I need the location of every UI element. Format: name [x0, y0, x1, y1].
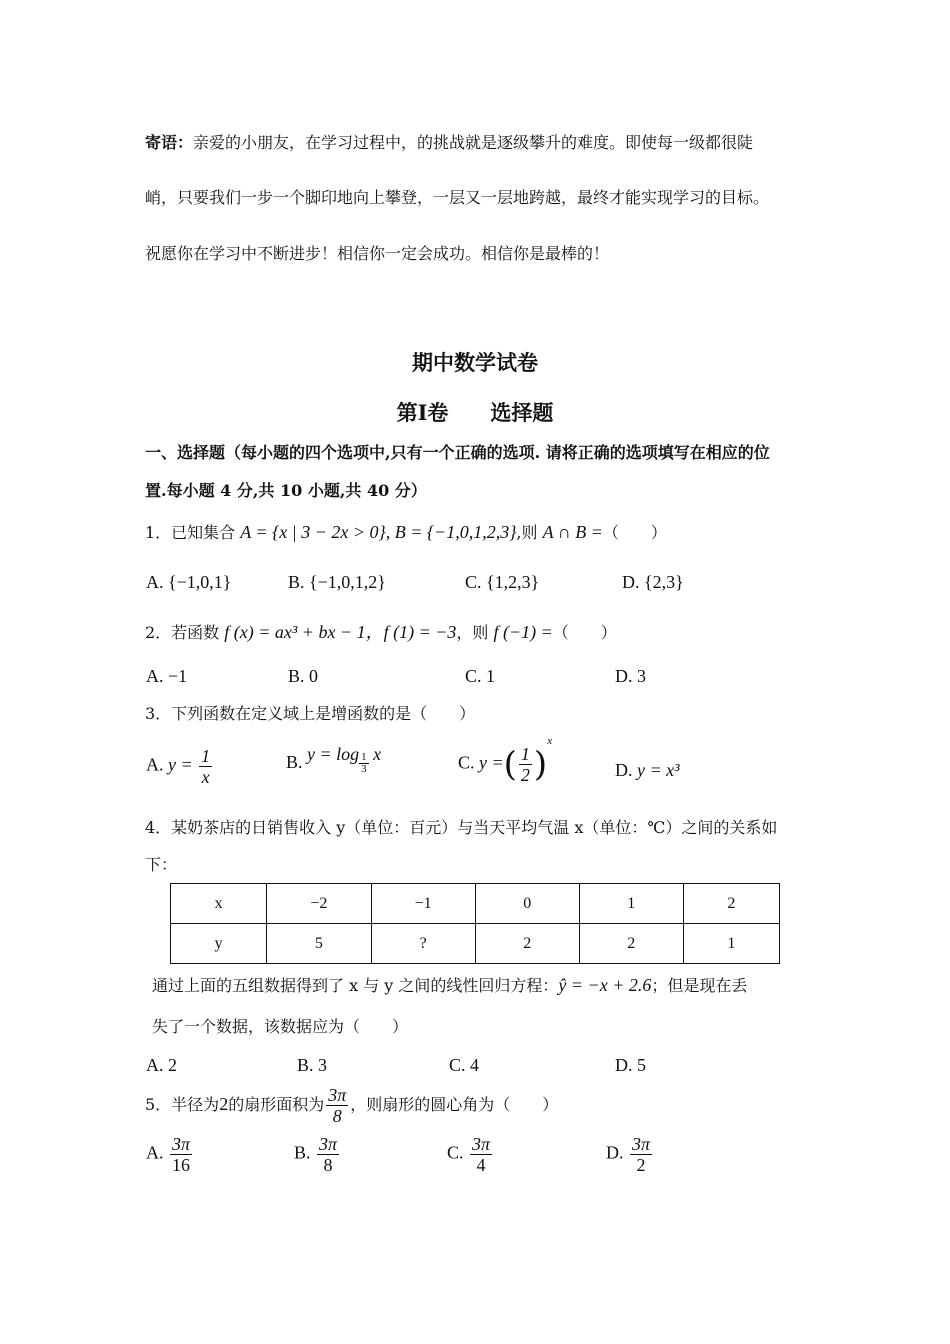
- q4-option-c[interactable]: C. 4: [449, 1055, 480, 1075]
- q2-option-c[interactable]: C. 1: [465, 666, 496, 686]
- table-cell: y: [171, 924, 267, 964]
- q5-option-d[interactable]: D. $\frac{3\pi}{2}$: [606, 1134, 651, 1175]
- table-cell: −2: [267, 884, 371, 924]
- q5-option-c[interactable]: C. $\frac{3\pi}{4}$: [447, 1134, 491, 1175]
- section-instructions-line-1: 一、选择题（每小题的四个选项中,只有一个正确的选项. 请将正确的选项填写在相应的位: [145, 443, 770, 462]
- section-title: 第Ⅰ卷 选择题: [396, 400, 554, 425]
- data-table: [170, 883, 780, 964]
- message-label: 寄语：: [145, 133, 194, 152]
- question-4-line-2: 下：: [145, 855, 178, 874]
- intersection-expr: A ∩ B =: [542, 522, 603, 542]
- q4-option-d[interactable]: D. 5: [615, 1055, 646, 1075]
- fraction: $\frac{3\pi}{8}$: [328, 1085, 347, 1126]
- function-def: f (x) = ax³ + bx − 1: [224, 622, 366, 642]
- table-cell: 1: [579, 884, 683, 924]
- q4-option-a[interactable]: A. 2: [146, 1055, 177, 1075]
- log-base-fraction: $\frac{1}{3}$: [361, 751, 367, 776]
- function-query: f (−1) =: [493, 622, 553, 642]
- question-4-after-2: 失了一个数据，该数据应为（ ）: [152, 1017, 409, 1036]
- q5-option-a[interactable]: A. $\frac{3\pi}{16}$: [146, 1134, 191, 1175]
- message-line-1: 寄语：亲爱的小朋友，在学习过程中，的挑战就是逐级攀升的难度。即使每一级都很陡: [145, 133, 754, 152]
- q2-option-a[interactable]: A. −1: [146, 666, 188, 686]
- q3-option-a[interactable]: A. y = $\frac{1}{x}$: [146, 746, 211, 787]
- table-cell: 2: [579, 924, 683, 964]
- function-condition: ，f (1) = −3: [365, 622, 457, 642]
- question-5: 5．半径为2的扇形面积为 $\frac{3\pi}{8}$ ，则扇形的圆心角为（ ）: [145, 1085, 559, 1126]
- regression-equation: ŷ = −x + 2.6: [558, 975, 652, 995]
- q5-option-b[interactable]: B. $\frac{3\pi}{8}$: [294, 1134, 338, 1175]
- q2-option-b[interactable]: B. 0: [288, 666, 319, 686]
- table-cell: x: [171, 884, 267, 924]
- fraction: $\frac{3\pi}{16}$: [172, 1134, 191, 1175]
- table-cell: 2: [683, 884, 779, 924]
- question-4-after-1: 通过上面的五组数据得到了 x 与 y 之间的线性回归方程：ŷ = −x + 2.6；但是现在丢: [152, 975, 748, 995]
- message-line-3: 祝愿你在学习中不断进步！相信你一定会成功。相信你是最棒的！: [145, 244, 610, 263]
- q1-option-a[interactable]: A. {−1,0,1}: [146, 572, 232, 592]
- table-cell: 1: [683, 924, 779, 964]
- fraction: $\frac{3\pi}{2}$: [632, 1134, 651, 1175]
- page-title: 期中数学试卷: [412, 350, 538, 375]
- question-2: 2．若函数 f (x) = ax³ + bx − 1，f (1) = −3，则 f (−1) =（ ）: [145, 622, 617, 642]
- q3-option-b[interactable]: B. y = log $\frac{1}{3}$ x: [286, 744, 382, 776]
- set-a: A = {x | 3 − 2x > 0}: [240, 522, 386, 542]
- table-row: [171, 884, 780, 924]
- q2-option-d[interactable]: D. 3: [615, 666, 646, 686]
- table-cell: ?: [371, 924, 475, 964]
- fraction: $\frac{1}{2}$: [520, 744, 530, 785]
- fraction: $\frac{1}{x}$: [201, 746, 211, 787]
- message-line-2: 峭，只要我们一步一个脚印地向上攀登，一层又一层地跨越，最终才能实现学习的目标。: [145, 188, 770, 207]
- q1-option-d[interactable]: D. {2,3}: [622, 572, 684, 592]
- fraction: $\frac{3\pi}{8}$: [319, 1134, 338, 1175]
- q1-option-c[interactable]: C. {1,2,3}: [465, 572, 540, 592]
- table-cell: 2: [475, 924, 579, 964]
- table-cell: 0: [475, 884, 579, 924]
- table-cell: −1: [371, 884, 475, 924]
- q4-option-b[interactable]: B. 3: [297, 1055, 328, 1075]
- table-row: [171, 924, 780, 964]
- q3-option-c[interactable]: C. y =( $\frac{1}{2}$ )$^x$: [458, 734, 553, 785]
- question-3: 3．下列函数在定义域上是增函数的是（ ）: [145, 704, 476, 723]
- question-4-line-1: 4．某奶茶店的日销售收入 y（单位：百元）与当天平均气温 x（单位：℃）之间的关系如: [145, 818, 778, 837]
- section-instructions-line-2: 置.每小题 4 分,共 10 小题,共 40 分）: [145, 481, 427, 500]
- q1-option-b[interactable]: B. {−1,0,1,2}: [288, 572, 386, 592]
- table-cell: 5: [267, 924, 371, 964]
- question-1: 1．已知集合 A = {x | 3 − 2x > 0}, B = {−1,0,1,2,3},则 A ∩ B =（ ）: [145, 522, 667, 542]
- q3-option-d[interactable]: D. y = x³: [615, 760, 680, 780]
- set-b: , B = {−1,0,1,2,3}: [385, 522, 517, 542]
- fraction: $\frac{3\pi}{4}$: [472, 1134, 491, 1175]
